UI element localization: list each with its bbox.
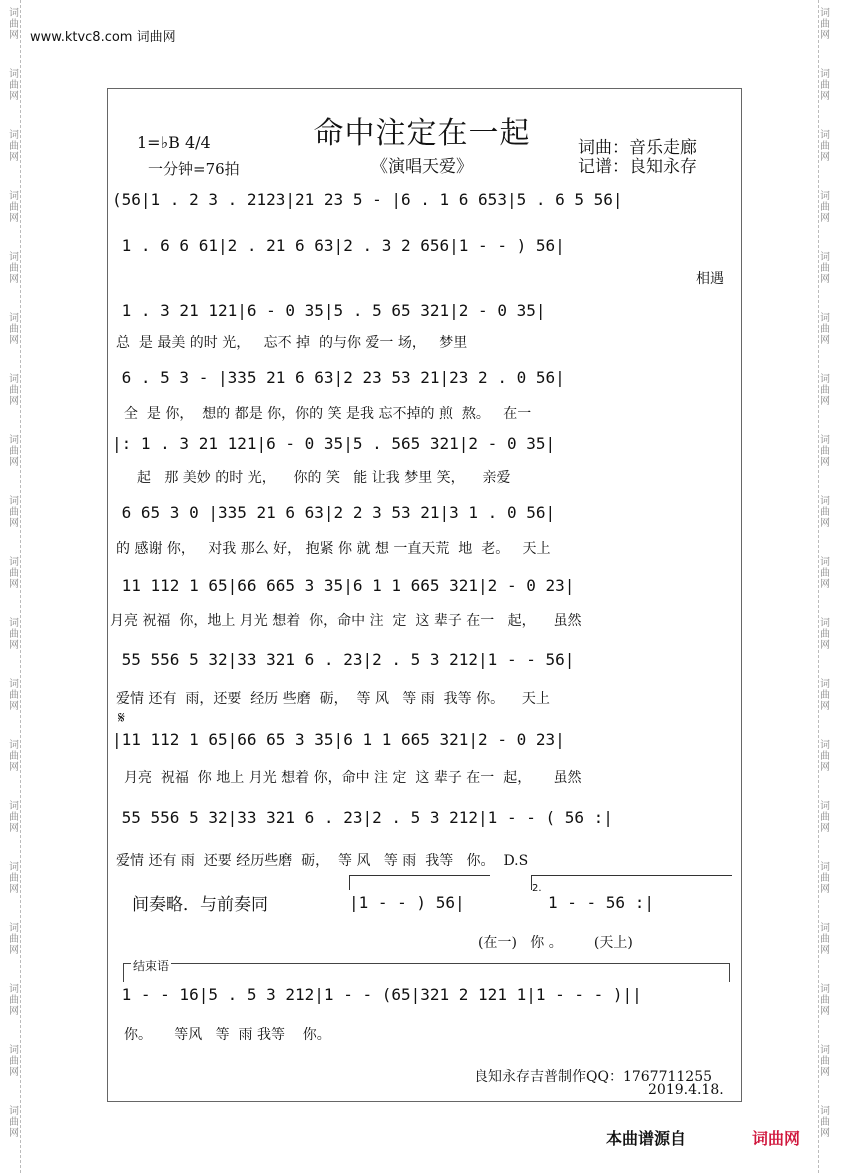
key-signature: 1=♭B 4/4 bbox=[137, 133, 211, 152]
side-watermark-text: 词 曲 网 bbox=[820, 740, 830, 773]
notation-line-6: 6 65 3 0 |335 21 6 63|2 2 3 53 21|3 1 . 0 56| bbox=[112, 503, 556, 522]
lyric-line-4: 全 是 你， 想的 都是 你，你的 笑 是我 忘不掉的 煎 熬。 在一 bbox=[124, 406, 532, 422]
site-header[interactable]: www.ktvc8.com 词曲网 bbox=[30, 30, 176, 45]
side-watermark-text: 词 曲 网 bbox=[820, 313, 830, 346]
lyric-line-6: 的 感谢 你， 对我 那么 好， 抱紧 你 就 想 一直天荒 地 老。 天上 bbox=[116, 541, 551, 557]
side-watermark-text: 词 曲 网 bbox=[9, 1045, 19, 1078]
side-watermark-text: 词 曲 网 bbox=[820, 130, 830, 163]
ending-lyrics: 你。 等风 等 雨 我等 你。 bbox=[124, 1027, 331, 1043]
volta-first-ending bbox=[349, 875, 490, 890]
ending-notation: 1 - - 16|5 . 5 3 212|1 - - (65|321 2 121 1|1 - - - )|| bbox=[112, 985, 642, 1004]
interlude-lyrics: (在一) 你 。 (天上) bbox=[478, 935, 633, 951]
side-watermark-text: 词 曲 网 bbox=[9, 191, 19, 224]
side-watermark-text: 词 曲 网 bbox=[820, 374, 830, 407]
side-watermark-text: 词 曲 网 bbox=[820, 496, 830, 529]
interlude-note: 间奏略．与前奏同 bbox=[132, 895, 268, 915]
volta-second-ending bbox=[531, 875, 732, 894]
side-watermark-text: 词 曲 网 bbox=[820, 69, 830, 102]
side-watermark-text: 词 曲 网 bbox=[9, 8, 19, 41]
ending-label: 结束语 bbox=[133, 959, 170, 973]
lyric-line-7: 月亮 祝福 你，地上 月光 想着 你，命中 注 定 这 辈子 在一 起， 虽然 bbox=[110, 613, 582, 629]
lyric-line-3: 总 是 最美 的时 光， 忘不 掉 的与你 爱一 场， 梦里 bbox=[116, 335, 468, 351]
side-watermark-text: 词 曲 网 bbox=[820, 252, 830, 285]
lyric-line-2: 相遇 bbox=[696, 271, 724, 287]
side-watermark-text: 词 曲 网 bbox=[9, 1106, 19, 1139]
side-watermark-text: 词 曲 网 bbox=[9, 679, 19, 712]
side-watermark-text: 词 曲 网 bbox=[820, 191, 830, 224]
lyric-line-8: 爱情 还有 雨，还要 经历 些磨 砺， 等 风 等 雨 我等 你。 天上 bbox=[116, 691, 550, 707]
interlude-notes-first: |1 - - ) 56| bbox=[349, 893, 465, 912]
notation-line-10: 55 556 5 32|33 321 6 . 23|2 . 5 3 212|1 - - ( 56 :| bbox=[112, 808, 613, 827]
side-watermark-text: 词 曲 网 bbox=[820, 8, 830, 41]
side-watermark-text: 词 曲 网 bbox=[820, 862, 830, 895]
notation-line-7: 11 112 1 65|66 665 3 35|6 1 1 665 321|2 - 0 23| bbox=[112, 576, 575, 595]
segno-mark: 𝄋 bbox=[118, 708, 125, 727]
side-watermark-text: 词 曲 网 bbox=[9, 313, 19, 346]
side-watermark-text: 词 曲 网 bbox=[9, 801, 19, 834]
side-watermark-text: 词 曲 网 bbox=[9, 69, 19, 102]
side-watermark-text: 词 曲 网 bbox=[9, 984, 19, 1017]
transcriber: 记谱：良知永存 bbox=[578, 157, 697, 177]
side-watermark-text: 词 曲 网 bbox=[9, 862, 19, 895]
side-watermark-text: 词 曲 网 bbox=[820, 984, 830, 1017]
song-subtitle: 《演唱天爱》 bbox=[371, 157, 473, 177]
notation-line-2: 1 . 6 6 61|2 . 21 6 63|2 . 3 2 656|1 - - ) 56| bbox=[112, 236, 565, 255]
notation-line-5: |: 1 . 3 21 121|6 - 0 35|5 . 565 321|2 - 0 35| bbox=[112, 434, 556, 453]
tempo-marking: 一分钟=76拍 bbox=[148, 160, 240, 178]
lyric-line-9: 月亮 祝福 你 地上 月光 想着 你，命中 注 定 这 辈子 在一 起， 虽然 bbox=[124, 770, 582, 786]
date-stamp: 2019.4.18. bbox=[648, 1082, 724, 1098]
side-watermark-text: 词 曲 网 bbox=[9, 496, 19, 529]
interlude-notes-second: 1 - - 56 :| bbox=[548, 893, 654, 912]
side-watermark-text: 词 曲 网 bbox=[9, 557, 19, 590]
notation-line-4: 6 . 5 3 - |335 21 6 63|2 23 53 21|23 2 . 0 56| bbox=[112, 368, 565, 387]
side-watermark-text: 词 曲 网 bbox=[820, 1106, 830, 1139]
maker-credit: 良知永存吉普制作QQ：1767711255 bbox=[474, 1069, 713, 1085]
notation-line-3: 1 . 3 21 121|6 - 0 35|5 . 5 65 321|2 - 0 35| bbox=[112, 301, 546, 320]
side-watermark-text: 词 曲 网 bbox=[9, 252, 19, 285]
side-watermark-text: 词 曲 网 bbox=[9, 130, 19, 163]
lyric-line-5: 起 那 美妙 的时 光， 你的 笑 能 让我 梦里 笑， 亲爱 bbox=[137, 470, 511, 486]
side-watermark-text: 词 曲 网 bbox=[9, 740, 19, 773]
notation-line-1: (56|1 . 2 3 . 2123|21 23 5 - |6 . 1 6 653|5 . 6 5 56| bbox=[112, 190, 623, 209]
side-watermark-text: 词 曲 网 bbox=[9, 374, 19, 407]
notation-line-8: 55 556 5 32|33 321 6 . 23|2 . 5 3 212|1 - - 56| bbox=[112, 650, 575, 669]
side-watermark-text: 词 曲 网 bbox=[820, 557, 830, 590]
ending-bracket bbox=[123, 963, 730, 982]
side-watermark-text: 词 曲 网 bbox=[820, 679, 830, 712]
lyricist-composer: 词曲：音乐走廊 bbox=[578, 138, 697, 158]
side-watermark-text: 词 曲 网 bbox=[9, 618, 19, 651]
source-label: 本曲谱源自 bbox=[606, 1129, 687, 1148]
side-watermark-text: 词 曲 网 bbox=[820, 618, 830, 651]
side-watermark-text: 词 曲 网 bbox=[820, 923, 830, 956]
source-site-link[interactable]: 词曲网 bbox=[752, 1129, 801, 1148]
side-watermark-text: 词 曲 网 bbox=[9, 435, 19, 468]
side-watermark-text: 词 曲 网 bbox=[9, 923, 19, 956]
volta-second-label: 2. bbox=[532, 883, 542, 894]
side-watermark-text: 词 曲 网 bbox=[820, 801, 830, 834]
side-watermark-text: 词 曲 网 bbox=[820, 435, 830, 468]
notation-line-9: |11 112 1 65|66 65 3 35|6 1 1 665 321|2 - 0 23| bbox=[112, 730, 565, 749]
side-watermark-text: 词 曲 网 bbox=[820, 1045, 830, 1078]
song-title: 命中注定在一起 bbox=[313, 116, 531, 151]
lyric-line-10: 爱情 还有 雨 还要 经历些磨 砺， 等 风 等 雨 我等 你。 D.S bbox=[116, 853, 529, 869]
